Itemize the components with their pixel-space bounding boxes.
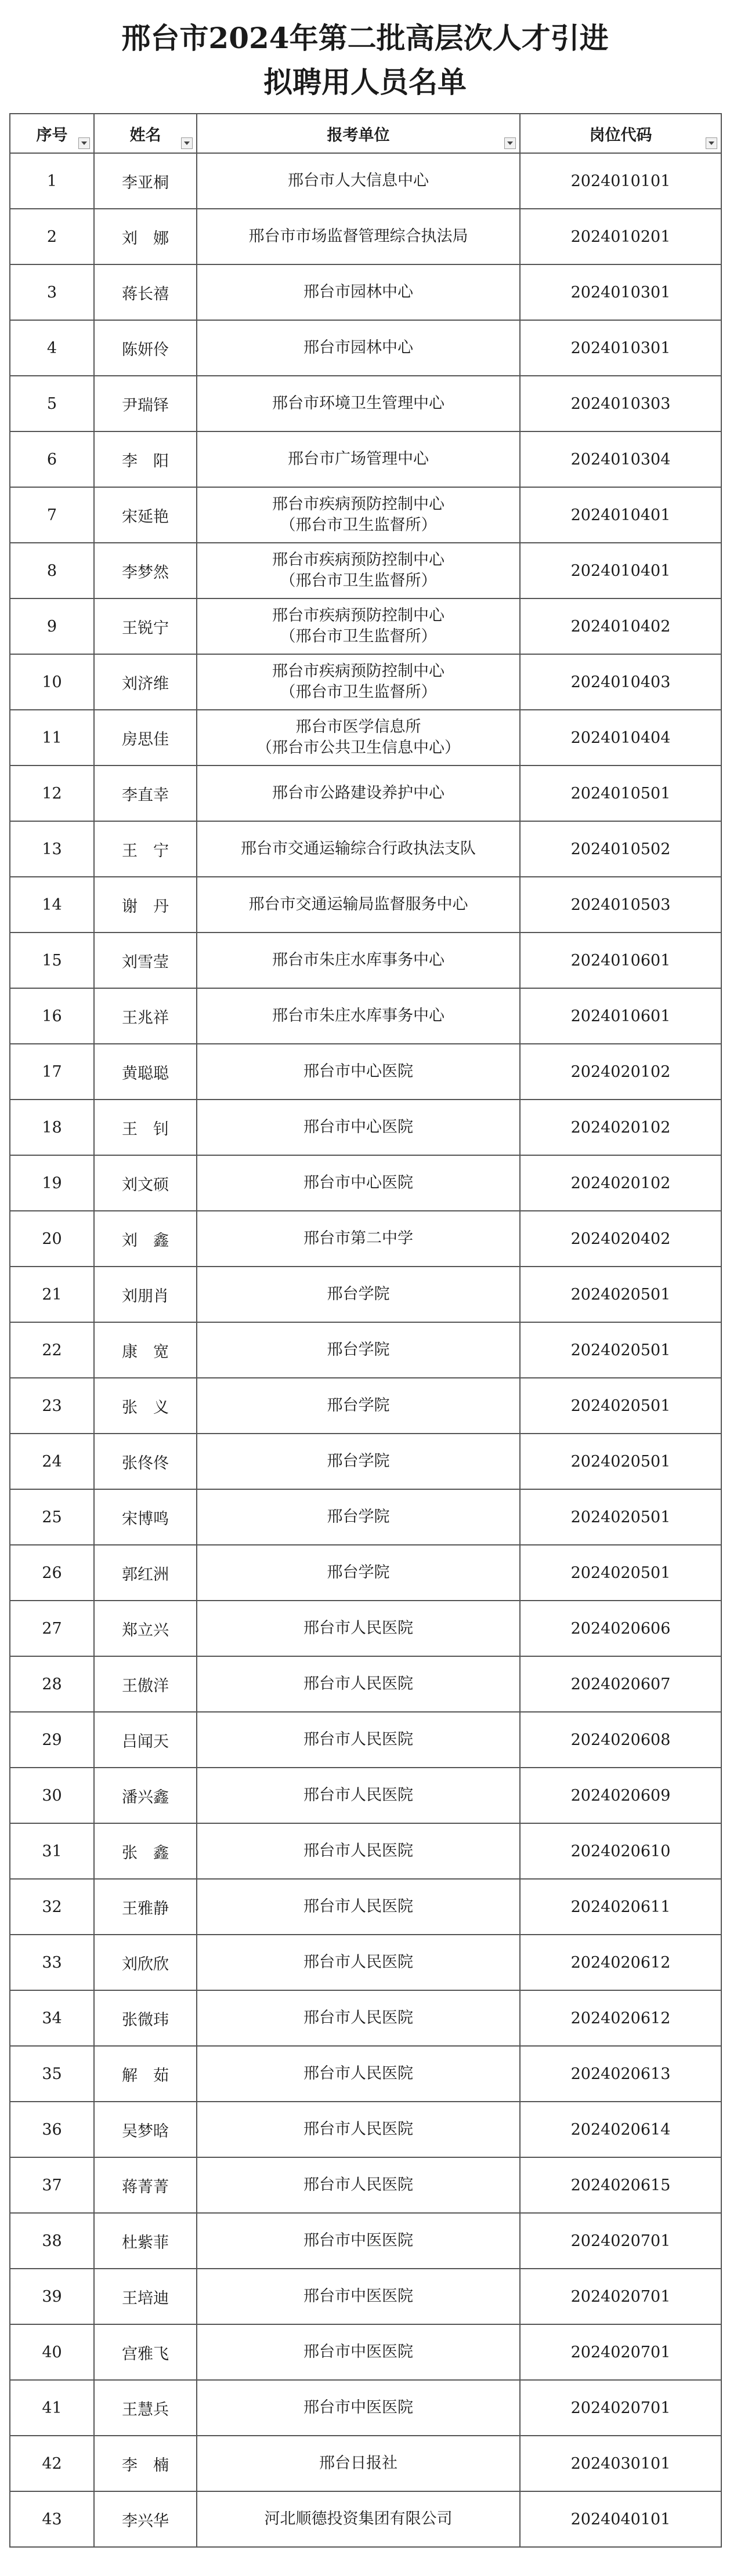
cell-unit-line: 邢台市中医医院 [303, 2287, 413, 2305]
cell-seq: 8 [10, 543, 94, 598]
cell-name: 王 宁 [94, 821, 197, 877]
cell-name: 王培迪 [94, 2269, 197, 2324]
cell-code: 2024020102 [520, 1155, 721, 1211]
cell-code: 2024020612 [520, 1990, 721, 2046]
cell-seq: 32 [10, 1879, 94, 1935]
cell-code: 2024020612 [520, 1935, 721, 1990]
cell-unit-line: 邢台市广场管理中心 [288, 450, 429, 468]
cell-seq: 11 [10, 710, 94, 765]
table-row [10, 654, 721, 710]
cell-seq: 10 [10, 654, 94, 710]
table-row [10, 543, 721, 598]
cell-name: 宋博鸣 [94, 1489, 197, 1545]
cell-name: 蒋长禧 [94, 264, 197, 320]
cell-unit-line: 邢台市朱庄水库事务中心 [272, 1007, 444, 1025]
cell-unit-line: （邢台市卫生监督所） [280, 516, 437, 534]
cell-seq: 23 [10, 1378, 94, 1434]
cell-code: 2024010304 [520, 431, 721, 487]
cell-code: 2024020501 [520, 1545, 721, 1601]
cell-seq: 33 [10, 1935, 94, 1990]
cell-seq: 16 [10, 988, 94, 1044]
cell-unit-line: 邢台市疾病预防控制中心 [272, 662, 444, 680]
cell-unit-line: 邢台学院 [327, 1508, 390, 1526]
cell-name: 康 宽 [94, 1322, 197, 1378]
table-row [10, 487, 721, 543]
cell-code: 2024020606 [520, 1601, 721, 1656]
filter-dropdown-icon[interactable] [504, 137, 516, 149]
cell-seq: 39 [10, 2269, 94, 2324]
cell-seq: 28 [10, 1656, 94, 1712]
cell-name: 宋延艳 [94, 487, 197, 543]
cell-seq: 21 [10, 1267, 94, 1322]
table-row [10, 1044, 721, 1100]
cell-code: 2024020614 [520, 2102, 721, 2157]
cell-code: 2024010201 [520, 209, 721, 264]
cell-unit [197, 1211, 520, 1267]
table-row [10, 209, 721, 264]
cell-unit-line: 邢台市人民医院 [303, 2065, 413, 2082]
cell-unit-line: 邢台学院 [327, 1341, 390, 1359]
cell-unit [197, 1322, 520, 1378]
personnel-table [9, 113, 722, 2548]
table-row [10, 1601, 721, 1656]
cell-unit [197, 1378, 520, 1434]
header-seq [10, 114, 94, 153]
cell-code: 2024020613 [520, 2046, 721, 2102]
cell-code: 2024010301 [520, 264, 721, 320]
cell-seq: 26 [10, 1545, 94, 1601]
cell-unit [197, 1434, 520, 1489]
cell-unit-line: 邢台市人大信息中心 [288, 172, 429, 190]
cell-unit-line: 邢台日报社 [319, 2454, 397, 2472]
table-row [10, 710, 721, 765]
cell-code: 2024010403 [520, 654, 721, 710]
table-row [10, 2491, 721, 2547]
cell-unit [197, 487, 520, 543]
cell-unit [197, 2491, 520, 2547]
cell-seq: 19 [10, 1155, 94, 1211]
table-row [10, 2324, 721, 2380]
cell-unit [197, 153, 520, 209]
cell-unit [197, 2102, 520, 2157]
cell-seq: 41 [10, 2380, 94, 2436]
cell-unit [197, 1267, 520, 1322]
cell-unit [197, 1601, 520, 1656]
cell-unit-line: 邢台市人民医院 [303, 2009, 413, 2027]
cell-unit-line: 邢台市人民医院 [303, 1842, 413, 1860]
cell-seq: 17 [10, 1044, 94, 1100]
header-seq-label: 序号 [36, 126, 68, 144]
cell-code: 2024020501 [520, 1267, 721, 1322]
cell-unit-line: 邢台市中心医院 [303, 1118, 413, 1136]
cell-unit-line: 邢台市医学信息所 [295, 718, 421, 736]
cell-code: 2024020501 [520, 1434, 721, 1489]
table-row [10, 2380, 721, 2436]
cell-seq: 1 [10, 153, 94, 209]
table-row [10, 1155, 721, 1211]
cell-name: 李 阳 [94, 431, 197, 487]
cell-unit-line: 邢台市人民医院 [303, 1953, 413, 1971]
cell-unit [197, 1044, 520, 1100]
cell-seq: 42 [10, 2436, 94, 2491]
cell-unit [197, 765, 520, 821]
header-name [94, 114, 197, 153]
cell-code: 2024010502 [520, 821, 721, 877]
table-row [10, 1545, 721, 1601]
cell-unit-line: 邢台市环境卫生管理中心 [272, 394, 444, 412]
cell-unit-line: 邢台市市场监督管理综合执法局 [248, 227, 468, 245]
table-row [10, 598, 721, 654]
cell-unit-line: 邢台市中心医院 [303, 1062, 413, 1080]
cell-code: 2024010101 [520, 153, 721, 209]
cell-code: 2024020402 [520, 1211, 721, 1267]
cell-code: 2024010601 [520, 988, 721, 1044]
cell-unit [197, 1879, 520, 1935]
cell-unit-line: 邢台市人民医院 [303, 1619, 413, 1637]
table-row [10, 376, 721, 431]
cell-seq: 7 [10, 487, 94, 543]
cell-unit [197, 1489, 520, 1545]
cell-seq: 25 [10, 1489, 94, 1545]
filter-dropdown-icon[interactable] [181, 137, 193, 149]
cell-seq: 29 [10, 1712, 94, 1768]
cell-seq: 35 [10, 2046, 94, 2102]
cell-code: 2024040101 [520, 2491, 721, 2547]
cell-unit [197, 1823, 520, 1879]
cell-code: 2024020615 [520, 2157, 721, 2213]
cell-name: 宫雅飞 [94, 2324, 197, 2380]
table-row [10, 988, 721, 1044]
cell-seq: 27 [10, 1601, 94, 1656]
cell-name: 刘雪莹 [94, 933, 197, 988]
cell-code: 2024020607 [520, 1656, 721, 1712]
table-row [10, 2269, 721, 2324]
cell-unit [197, 1712, 520, 1768]
cell-seq: 18 [10, 1100, 94, 1155]
header-unit-label: 报考单位 [327, 126, 390, 144]
cell-unit [197, 2157, 520, 2213]
cell-code: 2024020701 [520, 2380, 721, 2436]
cell-unit [197, 654, 520, 710]
table-row [10, 1879, 721, 1935]
cell-name: 吴梦晗 [94, 2102, 197, 2157]
header-code-label: 岗位代码 [589, 126, 652, 144]
cell-name: 解 茹 [94, 2046, 197, 2102]
table-row [10, 877, 721, 933]
cell-unit-line: 邢台市人民医院 [303, 1675, 413, 1693]
header-name-label: 姓名 [129, 126, 161, 144]
table-row [10, 1489, 721, 1545]
cell-name: 王雅静 [94, 1879, 197, 1935]
cell-code: 2024020608 [520, 1712, 721, 1768]
cell-name: 李 楠 [94, 2436, 197, 2491]
cell-unit-line: 邢台市人民医院 [303, 2120, 413, 2138]
cell-name: 王锐宁 [94, 598, 197, 654]
cell-code: 2024020701 [520, 2324, 721, 2380]
cell-name: 李直幸 [94, 765, 197, 821]
table-row [10, 2213, 721, 2269]
cell-name: 杜紫菲 [94, 2213, 197, 2269]
cell-seq: 37 [10, 2157, 94, 2213]
cell-unit [197, 543, 520, 598]
cell-name: 张 义 [94, 1378, 197, 1434]
cell-unit-line: 邢台市朱庄水库事务中心 [272, 951, 444, 969]
cell-seq: 36 [10, 2102, 94, 2157]
table-row [10, 2046, 721, 2102]
cell-seq: 4 [10, 320, 94, 376]
header-unit [197, 114, 520, 153]
title-line-1: 邢台市2024年第二批高层次人才引进 [121, 21, 609, 55]
table-row [10, 765, 721, 821]
cell-name: 李梦然 [94, 543, 197, 598]
table-row [10, 1267, 721, 1322]
table-row [10, 264, 721, 320]
cell-seq: 22 [10, 1322, 94, 1378]
cell-unit-line: 邢台市中医医院 [303, 2399, 413, 2417]
cell-seq: 14 [10, 877, 94, 933]
cell-name: 刘 娜 [94, 209, 197, 264]
cell-code: 2024010503 [520, 877, 721, 933]
cell-code: 2024020611 [520, 1879, 721, 1935]
cell-name: 吕闻天 [94, 1712, 197, 1768]
table-row [10, 1712, 721, 1768]
cell-name: 张微玮 [94, 1990, 197, 2046]
cell-unit [197, 2213, 520, 2269]
cell-name: 李亚桐 [94, 153, 197, 209]
cell-code: 2024010501 [520, 765, 721, 821]
cell-code: 2024020609 [520, 1768, 721, 1823]
cell-unit-line: （邢台市卫生监督所） [280, 683, 437, 701]
cell-unit-line: 邢台市交通运输局监督服务中心 [248, 895, 468, 913]
cell-unit [197, 2436, 520, 2491]
cell-code: 2024010404 [520, 710, 721, 765]
filter-dropdown-icon[interactable] [706, 137, 717, 149]
table-row [10, 2436, 721, 2491]
table-row [10, 2102, 721, 2157]
cell-unit-line: （邢台市卫生监督所） [280, 572, 437, 590]
cell-unit-line: 邢台市交通运输综合行政执法支队 [241, 840, 476, 858]
cell-unit [197, 598, 520, 654]
cell-seq: 20 [10, 1211, 94, 1267]
cell-seq: 6 [10, 431, 94, 487]
table-row [10, 1434, 721, 1489]
cell-seq: 31 [10, 1823, 94, 1879]
cell-unit-line: （邢台市公共卫生信息中心） [256, 739, 460, 757]
header-code [520, 114, 721, 153]
cell-code: 2024010303 [520, 376, 721, 431]
cell-code: 2024010401 [520, 487, 721, 543]
cell-name: 张佟佟 [94, 1434, 197, 1489]
cell-unit-line: 邢台市人民医院 [303, 2176, 413, 2194]
cell-unit [197, 209, 520, 264]
cell-unit [197, 877, 520, 933]
cell-unit-line: 邢台市园林中心 [303, 283, 413, 301]
cell-seq: 15 [10, 933, 94, 988]
document-title [0, 16, 730, 104]
cell-unit-line: 邢台市人民医院 [303, 1730, 413, 1748]
cell-name: 王慧兵 [94, 2380, 197, 2436]
cell-unit [197, 376, 520, 431]
cell-code: 2024020102 [520, 1044, 721, 1100]
cell-unit-line: 邢台市中医医院 [303, 2343, 413, 2361]
cell-code: 2024020501 [520, 1489, 721, 1545]
cell-seq: 12 [10, 765, 94, 821]
cell-code: 2024020501 [520, 1322, 721, 1378]
filter-dropdown-icon[interactable] [78, 137, 90, 149]
cell-name: 刘文硕 [94, 1155, 197, 1211]
cell-unit-line: 邢台市第二中学 [303, 1229, 413, 1247]
cell-name: 尹瑞铎 [94, 376, 197, 431]
table-row [10, 1768, 721, 1823]
cell-name: 郭红洲 [94, 1545, 197, 1601]
cell-unit [197, 1935, 520, 1990]
cell-unit-line: 邢台市公路建设养护中心 [272, 784, 444, 802]
cell-name: 王 钊 [94, 1100, 197, 1155]
cell-seq: 24 [10, 1434, 94, 1489]
cell-unit-line: （邢台市卫生监督所） [280, 627, 437, 645]
cell-code: 2024010401 [520, 543, 721, 598]
cell-unit-line: 邢台市人民医院 [303, 1786, 413, 1804]
cell-name: 张 鑫 [94, 1823, 197, 1879]
cell-unit [197, 710, 520, 765]
cell-name: 蒋菁菁 [94, 2157, 197, 2213]
cell-name: 郑立兴 [94, 1601, 197, 1656]
cell-unit [197, 320, 520, 376]
table-body [10, 153, 721, 2547]
cell-seq: 3 [10, 264, 94, 320]
cell-seq: 40 [10, 2324, 94, 2380]
cell-seq: 34 [10, 1990, 94, 2046]
cell-name: 刘济维 [94, 654, 197, 710]
table-row [10, 1990, 721, 2046]
table-row [10, 1100, 721, 1155]
cell-unit [197, 1545, 520, 1601]
cell-unit-line: 邢台市中医医院 [303, 2232, 413, 2250]
cell-seq: 9 [10, 598, 94, 654]
table-row [10, 1211, 721, 1267]
cell-name: 王傲洋 [94, 1656, 197, 1712]
table-row [10, 153, 721, 209]
cell-code: 2024020701 [520, 2213, 721, 2269]
table-row [10, 933, 721, 988]
cell-unit-line: 邢台市中心医院 [303, 1174, 413, 1192]
cell-seq: 38 [10, 2213, 94, 2269]
cell-name: 刘欣欣 [94, 1935, 197, 1990]
table-row [10, 821, 721, 877]
title-line-2: 拟聘用人员名单 [263, 65, 467, 99]
cell-name: 黄聪聪 [94, 1044, 197, 1100]
cell-name: 房思佳 [94, 710, 197, 765]
cell-unit-line: 邢台市疾病预防控制中心 [272, 495, 444, 513]
cell-unit [197, 1656, 520, 1712]
cell-unit-line: 河北顺德投资集团有限公司 [264, 2510, 453, 2528]
cell-code: 2024020701 [520, 2269, 721, 2324]
table-row [10, 1656, 721, 1712]
cell-unit-line: 邢台学院 [327, 1563, 390, 1581]
cell-unit [197, 988, 520, 1044]
cell-unit [197, 431, 520, 487]
table-row [10, 1322, 721, 1378]
cell-code: 2024010301 [520, 320, 721, 376]
cell-name: 潘兴鑫 [94, 1768, 197, 1823]
cell-code: 2024030101 [520, 2436, 721, 2491]
table-row [10, 1935, 721, 1990]
cell-unit-line: 邢台学院 [327, 1285, 390, 1303]
cell-unit [197, 264, 520, 320]
cell-code: 2024020610 [520, 1823, 721, 1879]
cell-name: 刘朋肖 [94, 1267, 197, 1322]
cell-name: 李兴华 [94, 2491, 197, 2547]
cell-unit [197, 2269, 520, 2324]
cell-code: 2024020102 [520, 1100, 721, 1155]
cell-unit [197, 1768, 520, 1823]
header-row [10, 114, 721, 153]
cell-unit [197, 2380, 520, 2436]
cell-seq: 43 [10, 2491, 94, 2547]
cell-seq: 30 [10, 1768, 94, 1823]
cell-name: 陈妍伶 [94, 320, 197, 376]
table-row [10, 1378, 721, 1434]
cell-name: 刘 鑫 [94, 1211, 197, 1267]
cell-unit [197, 1155, 520, 1211]
cell-code: 2024010601 [520, 933, 721, 988]
cell-unit [197, 2046, 520, 2102]
table-row [10, 1823, 721, 1879]
cell-unit-line: 邢台学院 [327, 1452, 390, 1470]
table-row [10, 431, 721, 487]
cell-unit-line: 邢台市园林中心 [303, 339, 413, 357]
cell-unit [197, 1990, 520, 2046]
cell-name: 谢 丹 [94, 877, 197, 933]
cell-unit-line: 邢台市人民医院 [303, 1897, 413, 1915]
cell-unit [197, 2324, 520, 2380]
cell-unit [197, 821, 520, 877]
cell-seq: 13 [10, 821, 94, 877]
table-row [10, 320, 721, 376]
cell-unit [197, 1100, 520, 1155]
cell-unit-line: 邢台市疾病预防控制中心 [272, 607, 444, 625]
cell-unit-line: 邢台市疾病预防控制中心 [272, 551, 444, 569]
cell-code: 2024020501 [520, 1378, 721, 1434]
cell-unit [197, 933, 520, 988]
cell-seq: 5 [10, 376, 94, 431]
cell-code: 2024010402 [520, 598, 721, 654]
cell-seq: 2 [10, 209, 94, 264]
cell-name: 王兆祥 [94, 988, 197, 1044]
table-row [10, 2157, 721, 2213]
cell-unit-line: 邢台学院 [327, 1396, 390, 1414]
